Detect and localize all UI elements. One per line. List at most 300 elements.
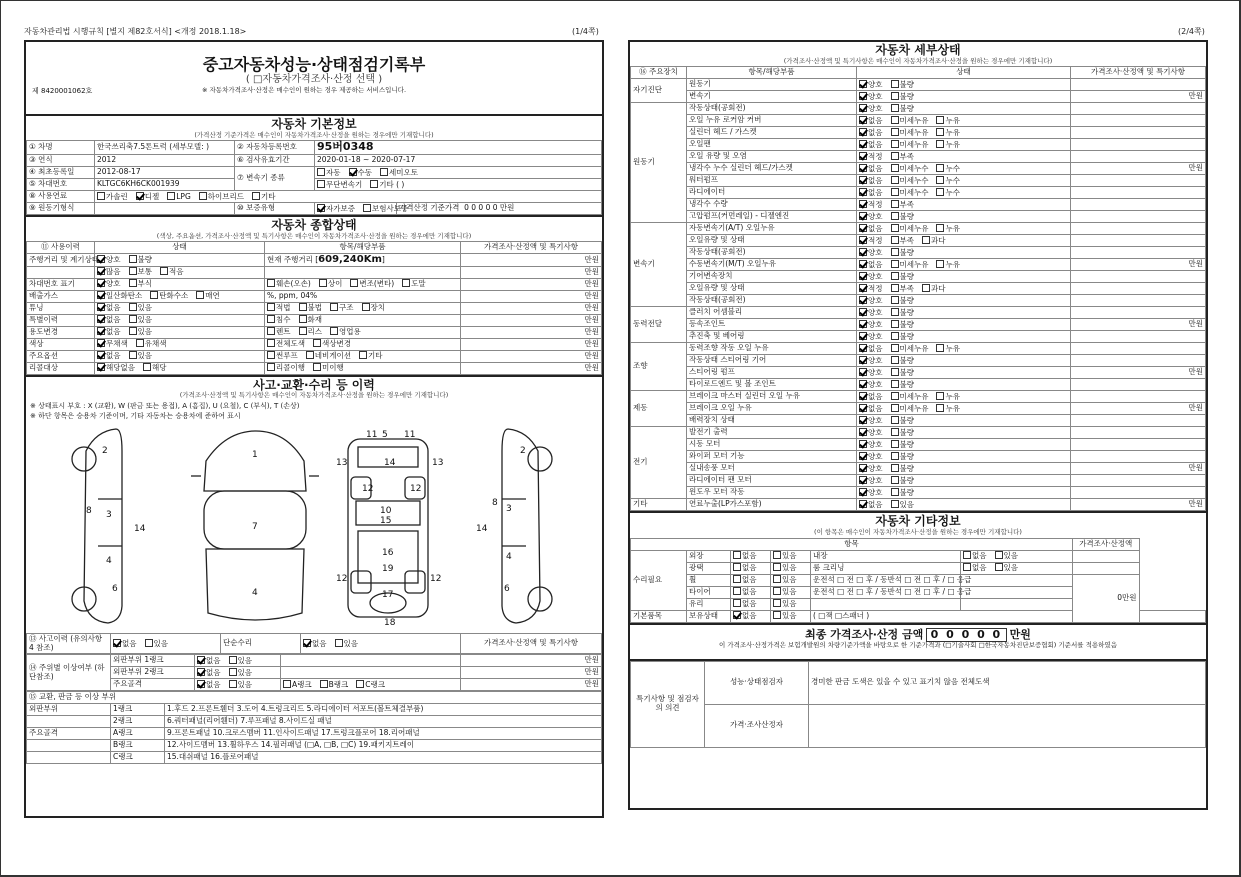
checkbox[interactable]: [891, 404, 899, 412]
checkbox[interactable]: [97, 315, 105, 323]
checkbox[interactable]: [267, 303, 275, 311]
checkbox[interactable]: [313, 339, 321, 347]
checkbox[interactable]: [859, 248, 867, 256]
checkbox[interactable]: [313, 363, 321, 371]
checkbox[interactable]: [891, 380, 899, 388]
checkbox[interactable]: [891, 104, 899, 112]
checkbox[interactable]: [197, 668, 205, 676]
checkbox[interactable]: [335, 639, 343, 647]
option[interactable]: [859, 440, 883, 450]
option[interactable]: [891, 272, 915, 282]
checkbox[interactable]: [129, 351, 137, 359]
checkbox[interactable]: [859, 320, 867, 328]
checkbox[interactable]: [859, 140, 867, 148]
option[interactable]: [320, 680, 349, 690]
option[interactable]: [319, 279, 343, 289]
option[interactable]: [380, 168, 418, 178]
option[interactable]: [859, 248, 883, 258]
checkbox[interactable]: [891, 116, 899, 124]
checkbox[interactable]: [97, 192, 105, 200]
option[interactable]: [196, 291, 220, 301]
option[interactable]: [859, 332, 883, 342]
option[interactable]: [167, 192, 191, 202]
option[interactable]: [197, 680, 221, 690]
option[interactable]: [859, 308, 883, 318]
option[interactable]: [267, 279, 311, 289]
option[interactable]: [97, 303, 121, 313]
option[interactable]: [350, 279, 394, 289]
option[interactable]: [299, 327, 323, 337]
checkbox[interactable]: [733, 599, 741, 607]
checkbox[interactable]: [283, 680, 291, 688]
checkbox[interactable]: [859, 188, 867, 196]
checkbox[interactable]: [859, 368, 867, 376]
option[interactable]: [773, 611, 797, 621]
checkbox[interactable]: [936, 140, 944, 148]
checkbox[interactable]: [891, 176, 899, 184]
option[interactable]: [356, 680, 385, 690]
option[interactable]: [349, 168, 373, 178]
option[interactable]: [129, 327, 153, 337]
option[interactable]: [891, 104, 915, 114]
checkbox[interactable]: [97, 327, 105, 335]
checkbox[interactable]: [891, 200, 899, 208]
checkbox[interactable]: [129, 255, 137, 263]
checkbox[interactable]: [859, 224, 867, 232]
option[interactable]: [197, 656, 221, 666]
option[interactable]: [136, 339, 167, 349]
checkbox[interactable]: [299, 315, 307, 323]
checkbox[interactable]: [859, 116, 867, 124]
option[interactable]: [936, 164, 960, 174]
checkbox[interactable]: [733, 563, 741, 571]
option[interactable]: [859, 356, 883, 366]
option[interactable]: [113, 639, 137, 649]
checkbox[interactable]: [936, 116, 944, 124]
option[interactable]: [129, 255, 153, 265]
option[interactable]: [145, 639, 169, 649]
checkbox[interactable]: [267, 351, 275, 359]
option[interactable]: [335, 639, 359, 649]
option[interactable]: [97, 327, 121, 337]
option[interactable]: [267, 363, 305, 373]
option[interactable]: [891, 416, 915, 426]
option[interactable]: [317, 168, 341, 178]
option[interactable]: [267, 351, 298, 361]
option[interactable]: [267, 315, 291, 325]
option[interactable]: [859, 176, 883, 186]
checkbox[interactable]: [891, 140, 899, 148]
checkbox[interactable]: [859, 440, 867, 448]
checkbox[interactable]: [891, 392, 899, 400]
option[interactable]: [733, 575, 757, 585]
option[interactable]: [859, 164, 883, 174]
option[interactable]: [267, 327, 291, 337]
option[interactable]: [859, 236, 883, 246]
checkbox[interactable]: [859, 380, 867, 388]
checkbox[interactable]: [97, 363, 105, 371]
option[interactable]: [370, 180, 404, 190]
checkbox[interactable]: [773, 587, 781, 595]
checkbox[interactable]: [936, 344, 944, 352]
checkbox[interactable]: [129, 315, 137, 323]
option[interactable]: [733, 563, 757, 573]
checkbox[interactable]: [773, 611, 781, 619]
checkbox[interactable]: [891, 296, 899, 304]
checkbox[interactable]: [370, 180, 378, 188]
checkbox[interactable]: [229, 668, 237, 676]
checkbox[interactable]: [995, 551, 1003, 559]
option[interactable]: [891, 236, 915, 246]
checkbox[interactable]: [229, 680, 237, 688]
option[interactable]: [733, 611, 757, 621]
checkbox[interactable]: [317, 180, 325, 188]
checkbox[interactable]: [891, 248, 899, 256]
checkbox[interactable]: [859, 404, 867, 412]
option[interactable]: [97, 351, 121, 361]
checkbox[interactable]: [859, 152, 867, 160]
checkbox[interactable]: [859, 212, 867, 220]
checkbox[interactable]: [859, 452, 867, 460]
option[interactable]: [859, 284, 883, 294]
option[interactable]: [859, 188, 883, 198]
checkbox[interactable]: [267, 339, 275, 347]
option[interactable]: [891, 188, 929, 198]
checkbox[interactable]: [859, 92, 867, 100]
checkbox[interactable]: [891, 260, 899, 268]
option[interactable]: [313, 339, 351, 349]
checkbox[interactable]: [129, 279, 137, 287]
checkbox[interactable]: [936, 128, 944, 136]
checkbox[interactable]: [859, 464, 867, 472]
option[interactable]: [267, 303, 291, 313]
checkbox[interactable]: [859, 104, 867, 112]
option[interactable]: [773, 563, 797, 573]
option[interactable]: [891, 140, 929, 150]
checkbox[interactable]: [859, 128, 867, 136]
checkbox[interactable]: [891, 212, 899, 220]
option[interactable]: [859, 116, 883, 126]
checkbox[interactable]: [362, 303, 370, 311]
option[interactable]: [891, 152, 915, 162]
checkbox[interactable]: [129, 303, 137, 311]
option[interactable]: [891, 344, 929, 354]
option[interactable]: [859, 140, 883, 150]
option[interactable]: [891, 356, 915, 366]
checkbox[interactable]: [891, 464, 899, 472]
checkbox[interactable]: [859, 332, 867, 340]
option[interactable]: [859, 212, 883, 222]
option[interactable]: [963, 551, 987, 561]
checkbox[interactable]: [922, 284, 930, 292]
checkbox[interactable]: [891, 440, 899, 448]
option[interactable]: [859, 260, 883, 270]
checkbox[interactable]: [891, 428, 899, 436]
checkbox[interactable]: [859, 488, 867, 496]
option[interactable]: [129, 315, 153, 325]
checkbox[interactable]: [936, 224, 944, 232]
checkbox[interactable]: [267, 363, 275, 371]
checkbox[interactable]: [859, 500, 867, 508]
option[interactable]: [283, 680, 312, 690]
option[interactable]: [129, 279, 153, 289]
option[interactable]: [362, 303, 386, 313]
checkbox[interactable]: [350, 279, 358, 287]
option[interactable]: [313, 363, 344, 373]
option[interactable]: [891, 368, 915, 378]
checkbox[interactable]: [97, 255, 105, 263]
option[interactable]: [859, 500, 883, 510]
checkbox[interactable]: [267, 279, 275, 287]
option[interactable]: [859, 152, 883, 162]
checkbox[interactable]: [733, 551, 741, 559]
option[interactable]: [859, 92, 883, 102]
option[interactable]: [229, 656, 253, 666]
checkbox[interactable]: [733, 575, 741, 583]
checkbox[interactable]: [859, 476, 867, 484]
checkbox[interactable]: [773, 599, 781, 607]
checkbox[interactable]: [891, 368, 899, 376]
checkbox[interactable]: [859, 236, 867, 244]
checkbox[interactable]: [891, 344, 899, 352]
option[interactable]: [859, 272, 883, 282]
checkbox[interactable]: [891, 236, 899, 244]
option[interactable]: [891, 500, 915, 510]
option[interactable]: [97, 291, 142, 301]
checkbox[interactable]: [356, 680, 364, 688]
option[interactable]: [859, 344, 883, 354]
option[interactable]: [199, 192, 244, 202]
option[interactable]: [936, 140, 960, 150]
option[interactable]: [995, 563, 1019, 573]
option[interactable]: [299, 315, 323, 325]
option[interactable]: [97, 279, 121, 289]
option[interactable]: [229, 668, 253, 678]
option[interactable]: [859, 464, 883, 474]
option[interactable]: [995, 551, 1019, 561]
option[interactable]: [773, 575, 797, 585]
option[interactable]: [936, 116, 960, 126]
checkbox[interactable]: [267, 315, 275, 323]
option[interactable]: [922, 236, 946, 246]
option[interactable]: [891, 296, 915, 306]
checkbox[interactable]: [936, 164, 944, 172]
option[interactable]: [330, 327, 361, 337]
option[interactable]: [97, 192, 128, 202]
checkbox[interactable]: [113, 639, 121, 647]
option[interactable]: [891, 332, 915, 342]
option[interactable]: [891, 452, 915, 462]
option[interactable]: [891, 248, 915, 258]
checkbox[interactable]: [136, 192, 144, 200]
option[interactable]: [891, 80, 915, 90]
checkbox[interactable]: [891, 92, 899, 100]
checkbox[interactable]: [859, 200, 867, 208]
checkbox[interactable]: [97, 351, 105, 359]
option[interactable]: [891, 92, 915, 102]
option[interactable]: [773, 587, 797, 597]
option[interactable]: [891, 464, 915, 474]
option[interactable]: [891, 476, 915, 486]
checkbox[interactable]: [330, 327, 338, 335]
checkbox[interactable]: [891, 80, 899, 88]
checkbox[interactable]: [773, 563, 781, 571]
option[interactable]: [859, 416, 883, 426]
checkbox[interactable]: [891, 308, 899, 316]
checkbox[interactable]: [299, 303, 307, 311]
option[interactable]: [891, 380, 915, 390]
option[interactable]: [936, 224, 960, 234]
checkbox[interactable]: [859, 176, 867, 184]
checkbox[interactable]: [859, 260, 867, 268]
checkbox[interactable]: [891, 188, 899, 196]
option[interactable]: [922, 284, 946, 294]
checkbox[interactable]: [936, 392, 944, 400]
checkbox[interactable]: [859, 428, 867, 436]
checkbox[interactable]: [936, 188, 944, 196]
checkbox[interactable]: [349, 168, 357, 176]
option[interactable]: [891, 404, 929, 414]
checkbox[interactable]: [859, 392, 867, 400]
option[interactable]: [859, 476, 883, 486]
checkbox[interactable]: [891, 488, 899, 496]
checkbox[interactable]: [773, 575, 781, 583]
checkbox[interactable]: [891, 284, 899, 292]
option[interactable]: [936, 404, 960, 414]
option[interactable]: [891, 200, 915, 210]
checkbox[interactable]: [936, 176, 944, 184]
option[interactable]: [306, 351, 351, 361]
checkbox[interactable]: [891, 272, 899, 280]
checkbox[interactable]: [267, 327, 275, 335]
option[interactable]: [129, 303, 153, 313]
checkbox[interactable]: [859, 80, 867, 88]
option[interactable]: [160, 267, 184, 277]
checkbox[interactable]: [859, 308, 867, 316]
option[interactable]: [859, 296, 883, 306]
option[interactable]: [891, 224, 929, 234]
checkbox[interactable]: [97, 303, 105, 311]
option[interactable]: [859, 128, 883, 138]
checkbox[interactable]: [733, 611, 741, 619]
checkbox[interactable]: [160, 267, 168, 275]
option[interactable]: [317, 180, 362, 190]
checkbox[interactable]: [303, 639, 311, 647]
option[interactable]: [859, 80, 883, 90]
checkbox[interactable]: [891, 224, 899, 232]
option[interactable]: [891, 428, 915, 438]
checkbox[interactable]: [936, 404, 944, 412]
option[interactable]: [891, 392, 929, 402]
option[interactable]: [303, 639, 327, 649]
checkbox[interactable]: [859, 416, 867, 424]
checkbox[interactable]: [97, 279, 105, 287]
checkbox[interactable]: [891, 320, 899, 328]
option[interactable]: [936, 128, 960, 138]
option[interactable]: [859, 320, 883, 330]
checkbox[interactable]: [859, 272, 867, 280]
option[interactable]: [773, 551, 797, 561]
option[interactable]: [733, 551, 757, 561]
option[interactable]: [936, 188, 960, 198]
checkbox[interactable]: [306, 351, 314, 359]
option[interactable]: [143, 363, 167, 373]
option[interactable]: [330, 303, 354, 313]
option[interactable]: [299, 303, 323, 313]
option[interactable]: [229, 680, 253, 690]
option[interactable]: [359, 351, 383, 361]
checkbox[interactable]: [891, 500, 899, 508]
option[interactable]: [97, 363, 135, 373]
checkbox[interactable]: [773, 551, 781, 559]
option[interactable]: [97, 315, 121, 325]
option[interactable]: [197, 668, 221, 678]
checkbox[interactable]: [380, 168, 388, 176]
option[interactable]: [936, 176, 960, 186]
checkbox[interactable]: [299, 327, 307, 335]
checkbox[interactable]: [995, 563, 1003, 571]
option[interactable]: [859, 224, 883, 234]
option[interactable]: [773, 599, 797, 609]
checkbox[interactable]: [319, 279, 327, 287]
checkbox[interactable]: [197, 680, 205, 688]
option[interactable]: [267, 339, 305, 349]
checkbox[interactable]: [891, 152, 899, 160]
checkbox[interactable]: [859, 356, 867, 364]
option[interactable]: [859, 452, 883, 462]
option[interactable]: [859, 392, 883, 402]
option[interactable]: [936, 260, 960, 270]
option[interactable]: [859, 200, 883, 210]
checkbox[interactable]: [320, 680, 328, 688]
checkbox[interactable]: [859, 344, 867, 352]
checkbox[interactable]: [167, 192, 175, 200]
checkbox[interactable]: [891, 476, 899, 484]
option[interactable]: [317, 204, 355, 214]
checkbox[interactable]: [891, 332, 899, 340]
option[interactable]: [891, 212, 915, 222]
option[interactable]: [936, 344, 960, 354]
checkbox[interactable]: [97, 339, 105, 347]
checkbox[interactable]: [891, 416, 899, 424]
option[interactable]: [891, 320, 915, 330]
option[interactable]: [252, 192, 276, 202]
checkbox[interactable]: [136, 339, 144, 347]
option[interactable]: [936, 392, 960, 402]
checkbox[interactable]: [229, 656, 237, 664]
checkbox[interactable]: [359, 351, 367, 359]
option[interactable]: [859, 428, 883, 438]
checkbox[interactable]: [129, 267, 137, 275]
option[interactable]: [97, 339, 128, 349]
option[interactable]: [402, 279, 426, 289]
option[interactable]: [891, 116, 929, 126]
checkbox[interactable]: [317, 168, 325, 176]
checkbox[interactable]: [317, 204, 325, 212]
checkbox[interactable]: [891, 128, 899, 136]
option[interactable]: [891, 284, 915, 294]
option[interactable]: [733, 599, 757, 609]
option[interactable]: [97, 267, 121, 277]
option[interactable]: [150, 291, 188, 301]
checkbox[interactable]: [936, 260, 944, 268]
checkbox[interactable]: [402, 279, 410, 287]
option[interactable]: [891, 440, 915, 450]
checkbox[interactable]: [97, 267, 105, 275]
checkbox[interactable]: [330, 303, 338, 311]
option[interactable]: [891, 260, 929, 270]
option[interactable]: [859, 488, 883, 498]
